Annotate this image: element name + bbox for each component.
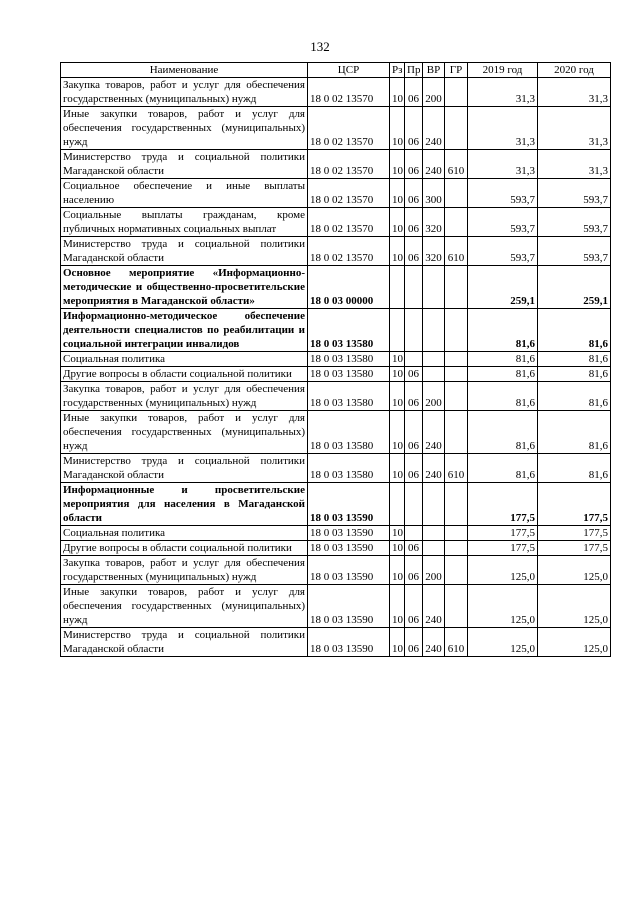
cell-2020: 81,6 [538, 352, 611, 367]
cell-rz: 10 [390, 541, 405, 556]
cell-vr [423, 541, 445, 556]
cell-name: Социальное обеспечение и иные выплаты населению [61, 179, 308, 208]
cell-csr: 18 0 03 00000 [308, 266, 390, 309]
cell-pr [405, 483, 423, 526]
cell-rz: 10 [390, 556, 405, 585]
cell-gr [445, 107, 468, 150]
cell-2020: 177,5 [538, 526, 611, 541]
cell-name: Иные закупки товаров, работ и услуг для обеспечения государственных (муниципальных) нужд [61, 411, 308, 454]
cell-csr: 18 0 03 13590 [308, 541, 390, 556]
cell-rz: 10 [390, 628, 405, 657]
cell-csr: 18 0 03 13580 [308, 382, 390, 411]
header-2020: 2020 год [538, 63, 611, 78]
cell-name: Социальные выплаты гражданам, кроме публичных нормативных социальных выплат [61, 208, 308, 237]
cell-pr [405, 526, 423, 541]
cell-gr [445, 483, 468, 526]
cell-2019: 81,6 [468, 352, 538, 367]
page-number: 132 [310, 39, 330, 54]
cell-2020: 125,0 [538, 556, 611, 585]
cell-csr: 18 0 03 13580 [308, 352, 390, 367]
budget-table [60, 62, 611, 657]
cell-csr: 18 0 02 13570 [308, 150, 390, 179]
cell-vr: 240 [423, 454, 445, 483]
cell-rz: 10 [390, 107, 405, 150]
cell-rz [390, 266, 405, 309]
cell-2019: 177,5 [468, 483, 538, 526]
cell-name: Иные закупки товаров, работ и услуг для обеспечения государственных (муниципальных) нужд [61, 107, 308, 150]
cell-gr: 610 [445, 150, 468, 179]
cell-rz: 10 [390, 208, 405, 237]
header-2019: 2019 год [468, 63, 538, 78]
cell-rz: 10 [390, 237, 405, 266]
cell-pr: 06 [405, 367, 423, 382]
cell-rz: 10 [390, 454, 405, 483]
cell-2020: 593,7 [538, 208, 611, 237]
table-row [61, 150, 611, 179]
cell-pr [405, 352, 423, 367]
table-row [61, 454, 611, 483]
table-row [61, 237, 611, 266]
table-row [61, 411, 611, 454]
cell-2020: 31,3 [538, 78, 611, 107]
cell-pr: 06 [405, 208, 423, 237]
cell-vr: 320 [423, 237, 445, 266]
cell-pr [405, 309, 423, 352]
cell-pr: 06 [405, 150, 423, 179]
cell-csr: 18 0 03 13580 [308, 454, 390, 483]
cell-pr: 06 [405, 78, 423, 107]
cell-pr: 06 [405, 107, 423, 150]
cell-gr: 610 [445, 454, 468, 483]
cell-vr: 240 [423, 107, 445, 150]
cell-2019: 593,7 [468, 179, 538, 208]
cell-name: Основное мероприятие «Информационно-методические и общественно-просветительские мероприятия в Магаданской области» [61, 266, 308, 309]
cell-gr [445, 78, 468, 107]
cell-2019: 81,6 [468, 367, 538, 382]
cell-vr: 200 [423, 78, 445, 107]
cell-vr: 240 [423, 585, 445, 628]
cell-pr: 06 [405, 454, 423, 483]
cell-csr: 18 0 02 13570 [308, 208, 390, 237]
table-row [61, 107, 611, 150]
cell-gr [445, 556, 468, 585]
cell-pr: 06 [405, 556, 423, 585]
cell-csr: 18 0 03 13590 [308, 585, 390, 628]
cell-csr: 18 0 03 13580 [308, 411, 390, 454]
cell-csr: 18 0 02 13570 [308, 78, 390, 107]
cell-name: Министерство труда и социальной политики Магаданской области [61, 237, 308, 266]
table-row [61, 585, 611, 628]
cell-2020: 177,5 [538, 541, 611, 556]
cell-gr: 610 [445, 237, 468, 266]
cell-vr: 240 [423, 628, 445, 657]
cell-name: Другие вопросы в области социальной политики [61, 541, 308, 556]
table-row [61, 541, 611, 556]
cell-csr: 18 0 03 13590 [308, 628, 390, 657]
cell-2020: 125,0 [538, 585, 611, 628]
cell-gr [445, 266, 468, 309]
cell-name: Министерство труда и социальной политики Магаданской области [61, 454, 308, 483]
cell-2020: 81,6 [538, 454, 611, 483]
cell-csr: 18 0 03 13580 [308, 309, 390, 352]
table-row [61, 526, 611, 541]
header-vr: ВР [423, 63, 445, 78]
cell-gr [445, 367, 468, 382]
cell-vr [423, 526, 445, 541]
table-row [61, 382, 611, 411]
cell-2020: 125,0 [538, 628, 611, 657]
cell-vr: 320 [423, 208, 445, 237]
header-gr: ГР [445, 63, 468, 78]
cell-name: Закупка товаров, работ и услуг для обеспечения государственных (муниципальных) нужд [61, 78, 308, 107]
cell-rz: 10 [390, 585, 405, 628]
cell-rz: 10 [390, 382, 405, 411]
cell-rz [390, 483, 405, 526]
cell-gr: 610 [445, 628, 468, 657]
table-row [61, 556, 611, 585]
cell-csr: 18 0 02 13570 [308, 237, 390, 266]
cell-vr: 300 [423, 179, 445, 208]
cell-pr [405, 266, 423, 309]
cell-rz: 10 [390, 367, 405, 382]
cell-rz: 10 [390, 352, 405, 367]
cell-2019: 125,0 [468, 628, 538, 657]
cell-name: Другие вопросы в области социальной политики [61, 367, 308, 382]
cell-vr: 200 [423, 556, 445, 585]
cell-gr [445, 585, 468, 628]
cell-2020: 177,5 [538, 483, 611, 526]
cell-2020: 81,6 [538, 367, 611, 382]
cell-2019: 31,3 [468, 107, 538, 150]
cell-name: Социальная политика [61, 352, 308, 367]
cell-pr: 06 [405, 179, 423, 208]
cell-name: Министерство труда и социальной политики Магаданской области [61, 628, 308, 657]
cell-2020: 593,7 [538, 237, 611, 266]
cell-2019: 81,6 [468, 454, 538, 483]
cell-csr: 18 0 03 13590 [308, 526, 390, 541]
cell-rz: 10 [390, 179, 405, 208]
cell-csr: 18 0 03 13580 [308, 367, 390, 382]
cell-2020: 31,3 [538, 150, 611, 179]
cell-2019: 125,0 [468, 556, 538, 585]
table-row [61, 208, 611, 237]
table-row [61, 309, 611, 352]
cell-2020: 81,6 [538, 382, 611, 411]
cell-2020: 81,6 [538, 309, 611, 352]
cell-rz: 10 [390, 78, 405, 107]
header-name: Наименование [61, 63, 308, 78]
cell-2019: 593,7 [468, 208, 538, 237]
cell-2019: 259,1 [468, 266, 538, 309]
cell-2019: 81,6 [468, 411, 538, 454]
cell-gr [445, 352, 468, 367]
cell-vr [423, 309, 445, 352]
cell-name: Закупка товаров, работ и услуг для обеспечения государственных (муниципальных) нужд [61, 382, 308, 411]
cell-rz: 10 [390, 150, 405, 179]
cell-vr [423, 483, 445, 526]
cell-gr [445, 382, 468, 411]
cell-name: Социальная политика [61, 526, 308, 541]
cell-name: Министерство труда и социальной политики Магаданской области [61, 150, 308, 179]
cell-2020: 593,7 [538, 179, 611, 208]
table-row [61, 179, 611, 208]
header-rz: Рз [390, 63, 405, 78]
cell-pr: 06 [405, 237, 423, 266]
cell-name: Информационно-методическое обеспечение деятельности специалистов по реабилитации и социальной интеграции инвалидов [61, 309, 308, 352]
cell-pr: 06 [405, 382, 423, 411]
header-row [61, 63, 611, 78]
cell-2020: 81,6 [538, 411, 611, 454]
cell-pr: 06 [405, 411, 423, 454]
cell-csr: 18 0 03 13590 [308, 556, 390, 585]
cell-2019: 177,5 [468, 541, 538, 556]
cell-vr: 240 [423, 150, 445, 179]
cell-2019: 31,3 [468, 150, 538, 179]
cell-gr [445, 541, 468, 556]
cell-2019: 81,6 [468, 382, 538, 411]
cell-2019: 593,7 [468, 237, 538, 266]
cell-csr: 18 0 03 13590 [308, 483, 390, 526]
cell-name: Информационные и просветительские мероприятия для населения в Магаданской области [61, 483, 308, 526]
cell-pr: 06 [405, 585, 423, 628]
cell-name: Закупка товаров, работ и услуг для обеспечения государственных (муниципальных) нужд [61, 556, 308, 585]
cell-2019: 177,5 [468, 526, 538, 541]
cell-gr [445, 208, 468, 237]
table-row [61, 628, 611, 657]
cell-pr: 06 [405, 628, 423, 657]
table-row [61, 483, 611, 526]
table-row [61, 266, 611, 309]
cell-csr: 18 0 02 13570 [308, 179, 390, 208]
table-row [61, 352, 611, 367]
table-row [61, 367, 611, 382]
header-pr: Пр [405, 63, 423, 78]
header-csr: ЦСР [308, 63, 390, 78]
cell-vr [423, 266, 445, 309]
cell-csr: 18 0 02 13570 [308, 107, 390, 150]
cell-gr [445, 179, 468, 208]
cell-name: Иные закупки товаров, работ и услуг для обеспечения государственных (муниципальных) нужд [61, 585, 308, 628]
cell-vr: 240 [423, 411, 445, 454]
cell-rz: 10 [390, 526, 405, 541]
cell-vr [423, 352, 445, 367]
cell-vr: 200 [423, 382, 445, 411]
cell-gr [445, 411, 468, 454]
cell-2020: 259,1 [538, 266, 611, 309]
cell-rz [390, 309, 405, 352]
cell-pr: 06 [405, 541, 423, 556]
cell-2019: 81,6 [468, 309, 538, 352]
cell-vr [423, 367, 445, 382]
cell-gr [445, 526, 468, 541]
cell-rz: 10 [390, 411, 405, 454]
cell-2020: 31,3 [538, 107, 611, 150]
cell-gr [445, 309, 468, 352]
table-row [61, 78, 611, 107]
cell-2019: 31,3 [468, 78, 538, 107]
cell-2019: 125,0 [468, 585, 538, 628]
